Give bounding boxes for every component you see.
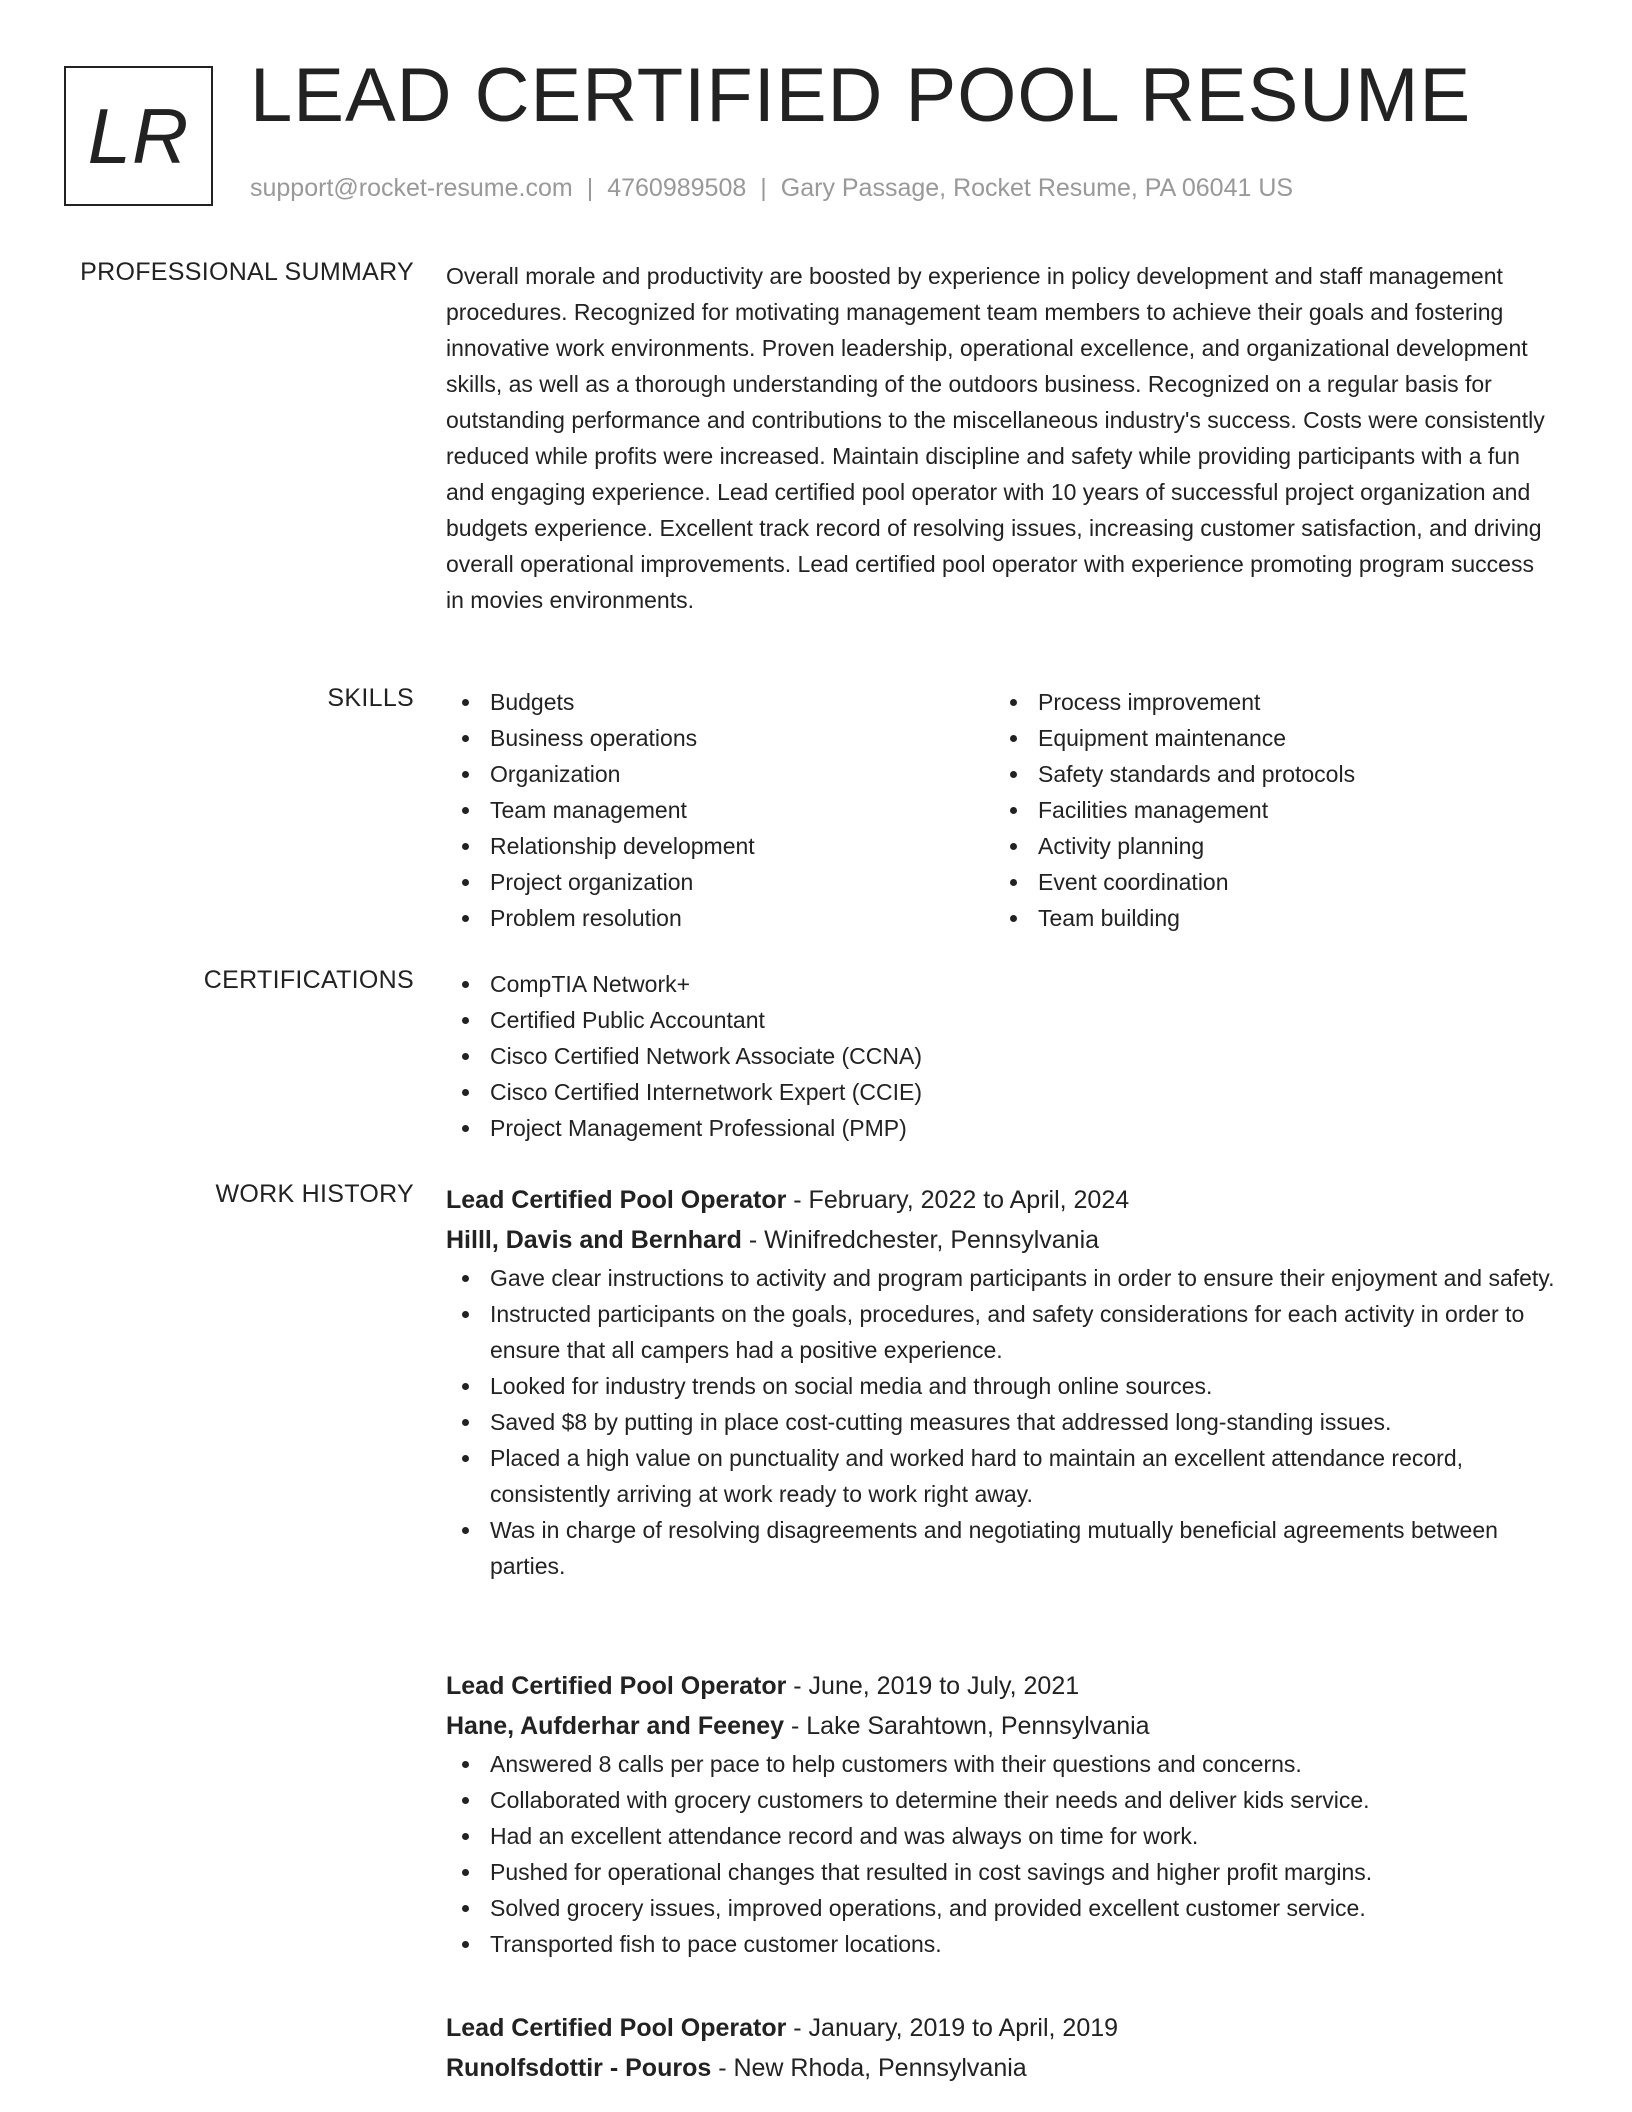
certification-item: Cisco Certified Internetwork Expert (CCIE) [446,1074,1556,1110]
skill-item: Budgets [446,684,986,720]
skill-item: Event coordination [994,864,1554,900]
summary-label: PROFESSIONAL SUMMARY [80,258,414,286]
job-bullet: Transported fish to pace customer locations. [446,1926,1556,1962]
job-title: Lead Certified Pool Operator [446,2014,787,2042]
job-bullet: Solved grocery issues, improved operations, and provided excellent customer service. [446,1890,1556,1926]
job-entry [446,2008,1556,2088]
contact-address: Gary Passage, Rocket Resume, PA 06041 US [780,174,1294,202]
job-dates: - June, 2019 to July, 2021 [786,1672,1080,1700]
skill-item: Project organization [446,864,986,900]
job-bullet: Pushed for operational changes that resulted in cost savings and higher profit margins. [446,1854,1556,1890]
job-location: - Lake Sarahtown, Pennsylvania [784,1712,1150,1740]
certification-item: Project Management Professional (PMP) [446,1110,1556,1146]
job-company-line [446,1220,1556,1260]
job-company: Runolfsdottir - Pouros [446,2054,712,2082]
skills-list-left [446,684,986,936]
skills-label: SKILLS [327,684,414,712]
job-dates: - February, 2022 to April, 2024 [786,1186,1130,1214]
certification-item: Cisco Certified Network Associate (CCNA) [446,1038,1556,1074]
job-company-line [446,2048,1556,2088]
job-location: - New Rhoda, Pennsylvania [711,2054,1027,2082]
skill-item: Team management [446,792,986,828]
job-company: Hane, Aufderhar and Feeney [446,1712,785,1740]
skill-item: Process improvement [994,684,1554,720]
job-dates: - January, 2019 to April, 2019 [786,2014,1119,2042]
job-bullets [446,1746,1556,1962]
skill-item: Safety standards and protocols [994,756,1554,792]
job-title: Lead Certified Pool Operator [446,1672,787,1700]
contact-line [250,174,1293,203]
skill-item: Team building [994,900,1554,936]
job-title: Lead Certified Pool Operator [446,1186,787,1214]
skill-item: Organization [446,756,986,792]
job-title-line [446,1666,1556,1706]
job-title-line [446,2008,1556,2048]
monogram-initials: LR [87,91,190,180]
certification-item: Certified Public Accountant [446,1002,1556,1038]
job-bullet: Saved $8 by putting in place cost-cutting measures that addressed long-standing issues. [446,1404,1556,1440]
job-bullet: Had an excellent attendance record and was always on time for work. [446,1818,1556,1854]
job-company: Hilll, Davis and Bernhard [446,1226,742,1254]
resume-title: LEAD CERTIFIED POOL RESUME [250,53,1472,138]
work-history-label: WORK HISTORY [215,1180,414,1208]
job-company-line [446,1706,1556,1746]
monogram-box [64,66,213,206]
skill-item: Relationship development [446,828,986,864]
job-bullet: Was in charge of resolving disagreements and negotiating mutually beneficial agreements between parties. [446,1512,1556,1584]
job-bullet: Answered 8 calls per pace to help customers with their questions and concerns. [446,1746,1556,1782]
job-location: - Winifredchester, Pennsylvania [741,1226,1100,1254]
job-bullets [446,1260,1556,1584]
skill-item: Equipment maintenance [994,720,1554,756]
certification-item: CompTIA Network+ [446,966,1556,1002]
contact-email[interactable]: support@rocket-resume.com [250,174,573,202]
job-bullet: Gave clear instructions to activity and program participants in order to ensure their enjoyment and safety. [446,1260,1556,1296]
certifications-content [446,966,1556,1146]
skill-item: Facilities management [994,792,1554,828]
summary-text: Overall morale and productivity are boosted by experience in policy development and staff management procedures. Recognized for motivating management team members to achieve their goals and fostering innovative work environments. Proven leadership, operational excellence, and organizational development skills, as well as a thorough understanding of the outdoors business. Recognized on a regular basis for outstanding performance and contributions to the miscellaneous industry's success. Costs were consistently reduced while profits were increased. Maintain discipline and safety while providing participants with a fun and engaging experience. Lead certified pool operator with 10 years of successful project organization and budgets experience. Excellent track record of resolving issues, increasing customer satisfaction, and driving overall operational improvements. Lead certified pool operator with experience promoting program success in movies environments. [446,263,1545,613]
job-bullet: Placed a high value on punctuality and worked hard to maintain an excellent attendance record, consistently arriving at work ready to work right away. [446,1440,1556,1512]
contact-separator: | [586,174,594,202]
job-bullet: Instructed participants on the goals, procedures, and safety considerations for each activity in order to ensure that all campers had a positive experience. [446,1296,1556,1368]
job-bullet: Collaborated with grocery customers to determine their needs and deliver kids service. [446,1782,1556,1818]
skill-item: Activity planning [994,828,1554,864]
skill-item: Problem resolution [446,900,986,936]
summary-content [446,258,1556,618]
contact-phone[interactable]: 4760989508 [607,174,747,202]
job-entry [446,1180,1556,1584]
job-bullet: Looked for industry trends on social media and through online sources. [446,1368,1556,1404]
certifications-list [446,966,1556,1146]
contact-separator: | [760,174,767,202]
certifications-label: CERTIFICATIONS [203,966,414,994]
skill-item: Business operations [446,720,986,756]
job-title-line [446,1180,1556,1220]
skills-list-right [994,684,1554,936]
job-entry [446,1666,1556,1962]
